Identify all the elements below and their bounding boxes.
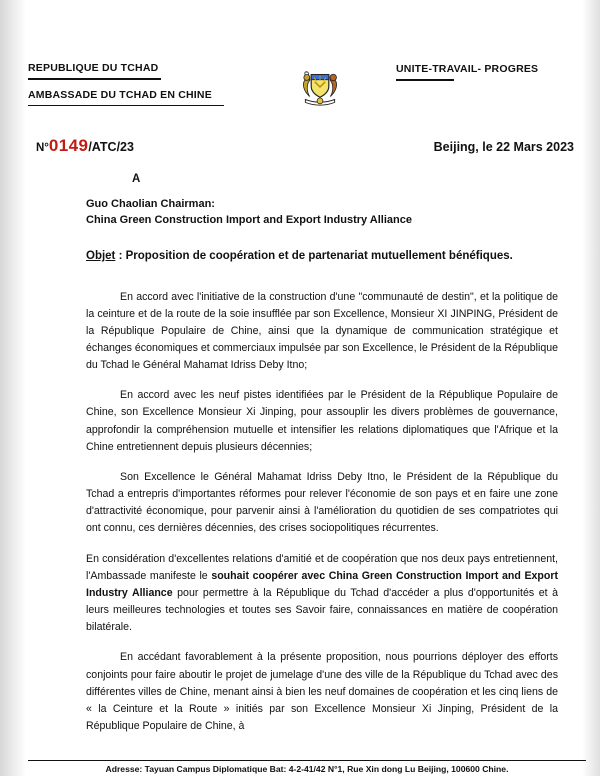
subject-text: : Proposition de coopération et de partenariat mutuellement bénéfiques. <box>115 249 513 262</box>
country-name: REPUBLIQUE DU TCHAD <box>28 62 159 74</box>
reference-label: N° <box>36 142 49 154</box>
paragraph: En accord avec les neuf pistes identifiées par le Président de la République Populaire de Chine, son Excellence Monsieur Xi Jinping, pour assouplir les divers problèmes de gouvernance, approfondir la compréhension mutuelle et intensifier les relations diplomatiques que l'Afrique et la Chine entretiennent depuis plusieurs décennies; <box>86 389 558 453</box>
attention-mark: A <box>132 173 141 185</box>
motto: UNITE-TRAVAIL- PROGRES <box>396 63 539 75</box>
subject-line <box>28 248 586 265</box>
paragraph: Son Excellence le Général Mahamat Idriss Deby Itno, le Président de la République du Tchad a entrepris d'importantes réformes pour relever l'économie de son pays et en faire une zone d'attractivité économique, pour parvenir ainsi à l'amélioration du quotidien de ses compatriotes qui ont connu, ces dernières décennies, des crises sociopolitiques récurrentes. <box>86 470 558 535</box>
addressee-block <box>28 197 586 229</box>
divider-line-3 <box>396 79 454 81</box>
emblem-container <box>290 62 350 110</box>
divider-line-1 <box>28 78 161 80</box>
letterhead-left <box>28 62 243 106</box>
paragraph-part-1: En considération d'excellentes relations d'amitié et de coopération que nos deux pays entretiennent, l'Ambassade manifeste le <box>86 552 558 582</box>
paragraph-with-emphasis <box>86 551 558 637</box>
document-sheet <box>28 0 586 776</box>
paragraph: En accord avec l'initiative de la construction d'une "communauté de destin", et la politique de la ceinture et de la route de la soie insufflée par son Excellence, Monsieur XI JINPING, Président de la République Populaire de Chine, ainsi que la dynamique de communication stratégique et échanges économiques et commerciaux impulsée par son Excellence, le Président de la République du Tchad le Général Mahamat Idriss Deby Itno; <box>86 290 558 372</box>
place-date: Beijing, le 22 Mars 2023 <box>433 140 574 154</box>
reference-number <box>36 136 134 156</box>
letterhead <box>28 0 586 110</box>
paragraph: En accédant favorablement à la présente proposition, nous pourrions déployer des efforts conjoints pour faire aboutir le projet de jumelage d'une des ville de la République du Tchad avec des différentes villes de Chine, menant ainsi à bien les neuf domaines de coopération et les cinq liens de « la Ceinture et la Route » initiés par son Excellence Monsieur Xi Jinping, Président de la République Populaire de Chine, à <box>86 651 558 732</box>
footer-address: Adresse: Tayuan Campus Diplomatique Bat: 4-2-41/42 N°1, Rue Xin dong Lu Beijing, 100600 Chine. <box>28 760 586 774</box>
reference-suffix: /ATC/23 <box>88 140 134 154</box>
reference-value: 0149 <box>48 136 89 155</box>
divider-line-2 <box>28 105 224 107</box>
reference-line <box>28 136 586 156</box>
recipient-organization: China Green Construction Import and Export Industry Alliance <box>86 213 412 226</box>
subject-label: Objet <box>86 249 116 262</box>
recipient-name: Guo Chaolian Chairman: <box>86 198 215 210</box>
coat-of-arms-icon <box>298 64 342 110</box>
embassy-name: AMBASSADE DU TCHAD EN CHINE <box>28 88 212 101</box>
partner-name-bold: souhait coopérer avec China Green Construction Import and Export Industry Alliance <box>86 569 558 599</box>
letter-body <box>28 289 586 736</box>
letterhead-right <box>396 62 586 90</box>
paragraph-part-2: pour permettre à la République du Tchad d'accéder a plus d'opportunités et à leurs meilleures technologies et toutes ses Savoir faire, connaissances en matière de coopération bilatérale. <box>86 586 558 634</box>
